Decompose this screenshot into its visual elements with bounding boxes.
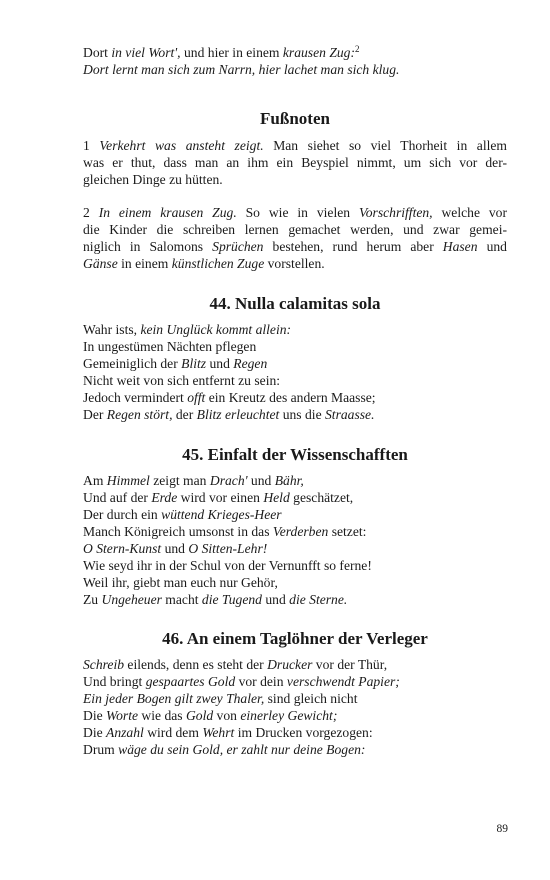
poem-46-body <box>83 656 507 758</box>
text-run: im Drucken vorgezogen: <box>234 725 373 740</box>
verse-line <box>83 472 507 489</box>
text-run: macht <box>161 592 202 607</box>
italic-text: die Tugend <box>201 592 262 607</box>
text-run: setzet: <box>328 524 367 539</box>
text-run: wird dem <box>143 725 203 740</box>
verse-line <box>83 724 507 741</box>
italic-text: Drucker <box>267 657 313 672</box>
poem-45-title: 45. Einfalt der Wissenschafften <box>182 445 408 464</box>
text-run: eilends, denn es steht der <box>124 657 268 672</box>
text-run: Jedoch vermindert <box>83 390 188 405</box>
italic-text: Straasse. <box>325 407 375 422</box>
italic-text: kein Unglück kommt allein: <box>140 322 292 337</box>
italic-text: die Sterne. <box>289 592 348 607</box>
text-run: zeigt man <box>149 473 210 488</box>
italic-text: verschwendt Papier; <box>286 674 400 689</box>
verse-line <box>83 707 507 724</box>
text-run: Der durch ein <box>83 507 162 522</box>
verse-line <box>83 690 507 707</box>
italic-text: Bähr, <box>274 473 304 488</box>
text-run: 1 <box>83 138 100 153</box>
verse-line <box>83 372 507 389</box>
italic-text: Worte <box>106 708 139 723</box>
text-run: So wie in vielen <box>236 205 359 220</box>
verse-line <box>83 489 507 506</box>
text-run: Weil ihr, giebt man euch nur Gehör, <box>83 575 278 590</box>
text-run: was er thut, dass man an ihm ein Beyspiel nimmt, um sich vor der- <box>83 155 507 170</box>
text-run: Am <box>83 473 107 488</box>
text-run: In ungestümen Nächten pflegen <box>83 339 257 354</box>
verse-line <box>83 355 507 372</box>
italic-text: Gold <box>185 708 214 723</box>
text-run: Und bringt <box>83 674 146 689</box>
footnotes-heading: Fußnoten <box>260 109 330 128</box>
text-run: die Kinder die schreiben lernen gemachet werden, und zwar gemei- <box>83 222 507 237</box>
italic-text: Held <box>263 490 290 505</box>
verse-line <box>83 741 507 758</box>
italic-text: Regen <box>233 356 268 371</box>
italic-text: In einem krausen Zug. <box>98 205 237 220</box>
text-run: Zu <box>83 592 102 607</box>
italic-text: Gänse <box>83 256 118 271</box>
footnote-line <box>83 154 507 171</box>
verse-line <box>83 506 507 523</box>
text-run: uns die <box>279 407 325 422</box>
italic-text: Ungeheuer <box>101 592 162 607</box>
footnote-line <box>83 204 507 221</box>
italic-text: Dort lernt man sich zum Narrn, hier lachet man sich klug. <box>83 62 400 77</box>
intro-poem <box>83 44 507 78</box>
verse-line <box>83 321 507 338</box>
italic-text: einerley Gewicht; <box>240 708 338 723</box>
text-run: und hier in einem <box>180 45 283 60</box>
verse-line <box>83 406 507 423</box>
text-run: und <box>161 541 189 556</box>
footnote-line <box>83 255 507 272</box>
text-run: Die <box>83 725 107 740</box>
text-run: vorstellen. <box>264 256 325 271</box>
verse-line <box>83 389 507 406</box>
verse-line <box>83 673 507 690</box>
text-run: in einem <box>117 256 172 271</box>
italic-text: Anzahl <box>106 725 144 740</box>
italic-text: wüttend Krieges-Heer <box>161 507 282 522</box>
poem-46-title: 46. An einem Taglöhner der Verleger <box>162 629 428 648</box>
verse-line <box>83 523 507 540</box>
italic-text: wäge du sein Gold, er zahlt nur deine Bogen: <box>118 742 366 757</box>
footnote-line <box>83 238 507 255</box>
text-run: und <box>247 473 275 488</box>
footnote-marker[interactable]: 2 <box>355 44 360 54</box>
italic-text: Verkehrt was ansteht zeigt. <box>99 138 264 153</box>
text-run: geschätzet, <box>289 490 354 505</box>
italic-text: Schreib <box>83 657 125 672</box>
text-run: Wahr ists, <box>83 322 141 337</box>
footnote-line <box>83 137 507 154</box>
italic-text: Hasen <box>442 239 478 254</box>
verse-line <box>83 574 507 591</box>
text-run: von <box>213 708 241 723</box>
text-run: gleichen Dinge zu hütten. <box>83 172 223 187</box>
poem-45-body <box>83 472 507 608</box>
poem-44-body <box>83 321 507 423</box>
text-run: Wie seyd ihr in der Schul von der Vernunfft so ferne! <box>83 558 372 573</box>
text-run: Manch Königreich umsonst in das <box>83 524 273 539</box>
text-run: der <box>172 407 197 422</box>
italic-text: Himmel <box>106 473 150 488</box>
italic-text: Drach' <box>209 473 248 488</box>
italic-text: offt <box>187 390 206 405</box>
italic-text: krausen Zug: <box>282 45 356 60</box>
text-run: sind gleich nicht <box>264 691 358 706</box>
text-run: Der <box>83 407 107 422</box>
footnote-line <box>83 221 507 238</box>
text-run: ein Kreutz des andern Maasse; <box>205 390 376 405</box>
italic-text: Regen stört, <box>106 407 173 422</box>
text-run: vor dein <box>235 674 287 689</box>
verse-line <box>83 656 507 673</box>
text-run: 2 <box>83 205 99 220</box>
text-run: bestehen, rund herum aber <box>263 239 443 254</box>
italic-text: Erde <box>151 490 178 505</box>
text-run: Die <box>83 708 107 723</box>
text-run: und <box>206 356 234 371</box>
italic-text: Ein jeder Bogen gilt zwey Thaler, <box>83 691 265 706</box>
verse-line <box>83 557 507 574</box>
text-run: Drum <box>83 742 119 757</box>
italic-text: Blitz erleuchtet <box>196 407 280 422</box>
italic-text: Sprüchen <box>212 239 264 254</box>
verse-line <box>83 61 507 78</box>
verse-line <box>83 44 507 61</box>
italic-text: O Sitten-Lehr! <box>188 541 268 556</box>
footnote-2 <box>83 204 507 272</box>
text-run: Und auf der <box>83 490 152 505</box>
verse-line <box>83 540 507 557</box>
text-run: niglich in Salomons <box>83 239 213 254</box>
poem-44-title: 44. Nulla calamitas sola <box>209 294 381 313</box>
italic-text: gespaartes Gold <box>145 674 236 689</box>
verse-line <box>83 591 507 608</box>
italic-text: Verderben <box>272 524 329 539</box>
italic-text: Blitz <box>181 356 207 371</box>
text-run: vor der Thür, <box>312 657 388 672</box>
italic-text: O Stern-Kunst <box>83 541 162 556</box>
text-run: Man siehet so viel Thorheit in allem <box>263 138 508 153</box>
text-run: Nicht weit von sich entfernt zu sein: <box>83 373 281 388</box>
text-run: Gemeiniglich der <box>83 356 182 371</box>
text-run: wird vor einen <box>177 490 264 505</box>
footnote-1 <box>83 137 507 188</box>
verse-line <box>83 338 507 355</box>
footnote-line <box>83 171 507 188</box>
text-run: wie das <box>138 708 186 723</box>
text-run: welche vor <box>432 205 507 220</box>
text-run: und <box>477 239 507 254</box>
italic-text: Wehrt <box>202 725 235 740</box>
italic-text: in viel Wort', <box>111 45 181 60</box>
page-number: 89 <box>496 823 508 835</box>
text-run: und <box>261 592 290 607</box>
italic-text: künstlichen Zuge <box>171 256 265 271</box>
italic-text: Vorschrifften, <box>358 205 433 220</box>
text-run: Dort <box>83 45 112 60</box>
